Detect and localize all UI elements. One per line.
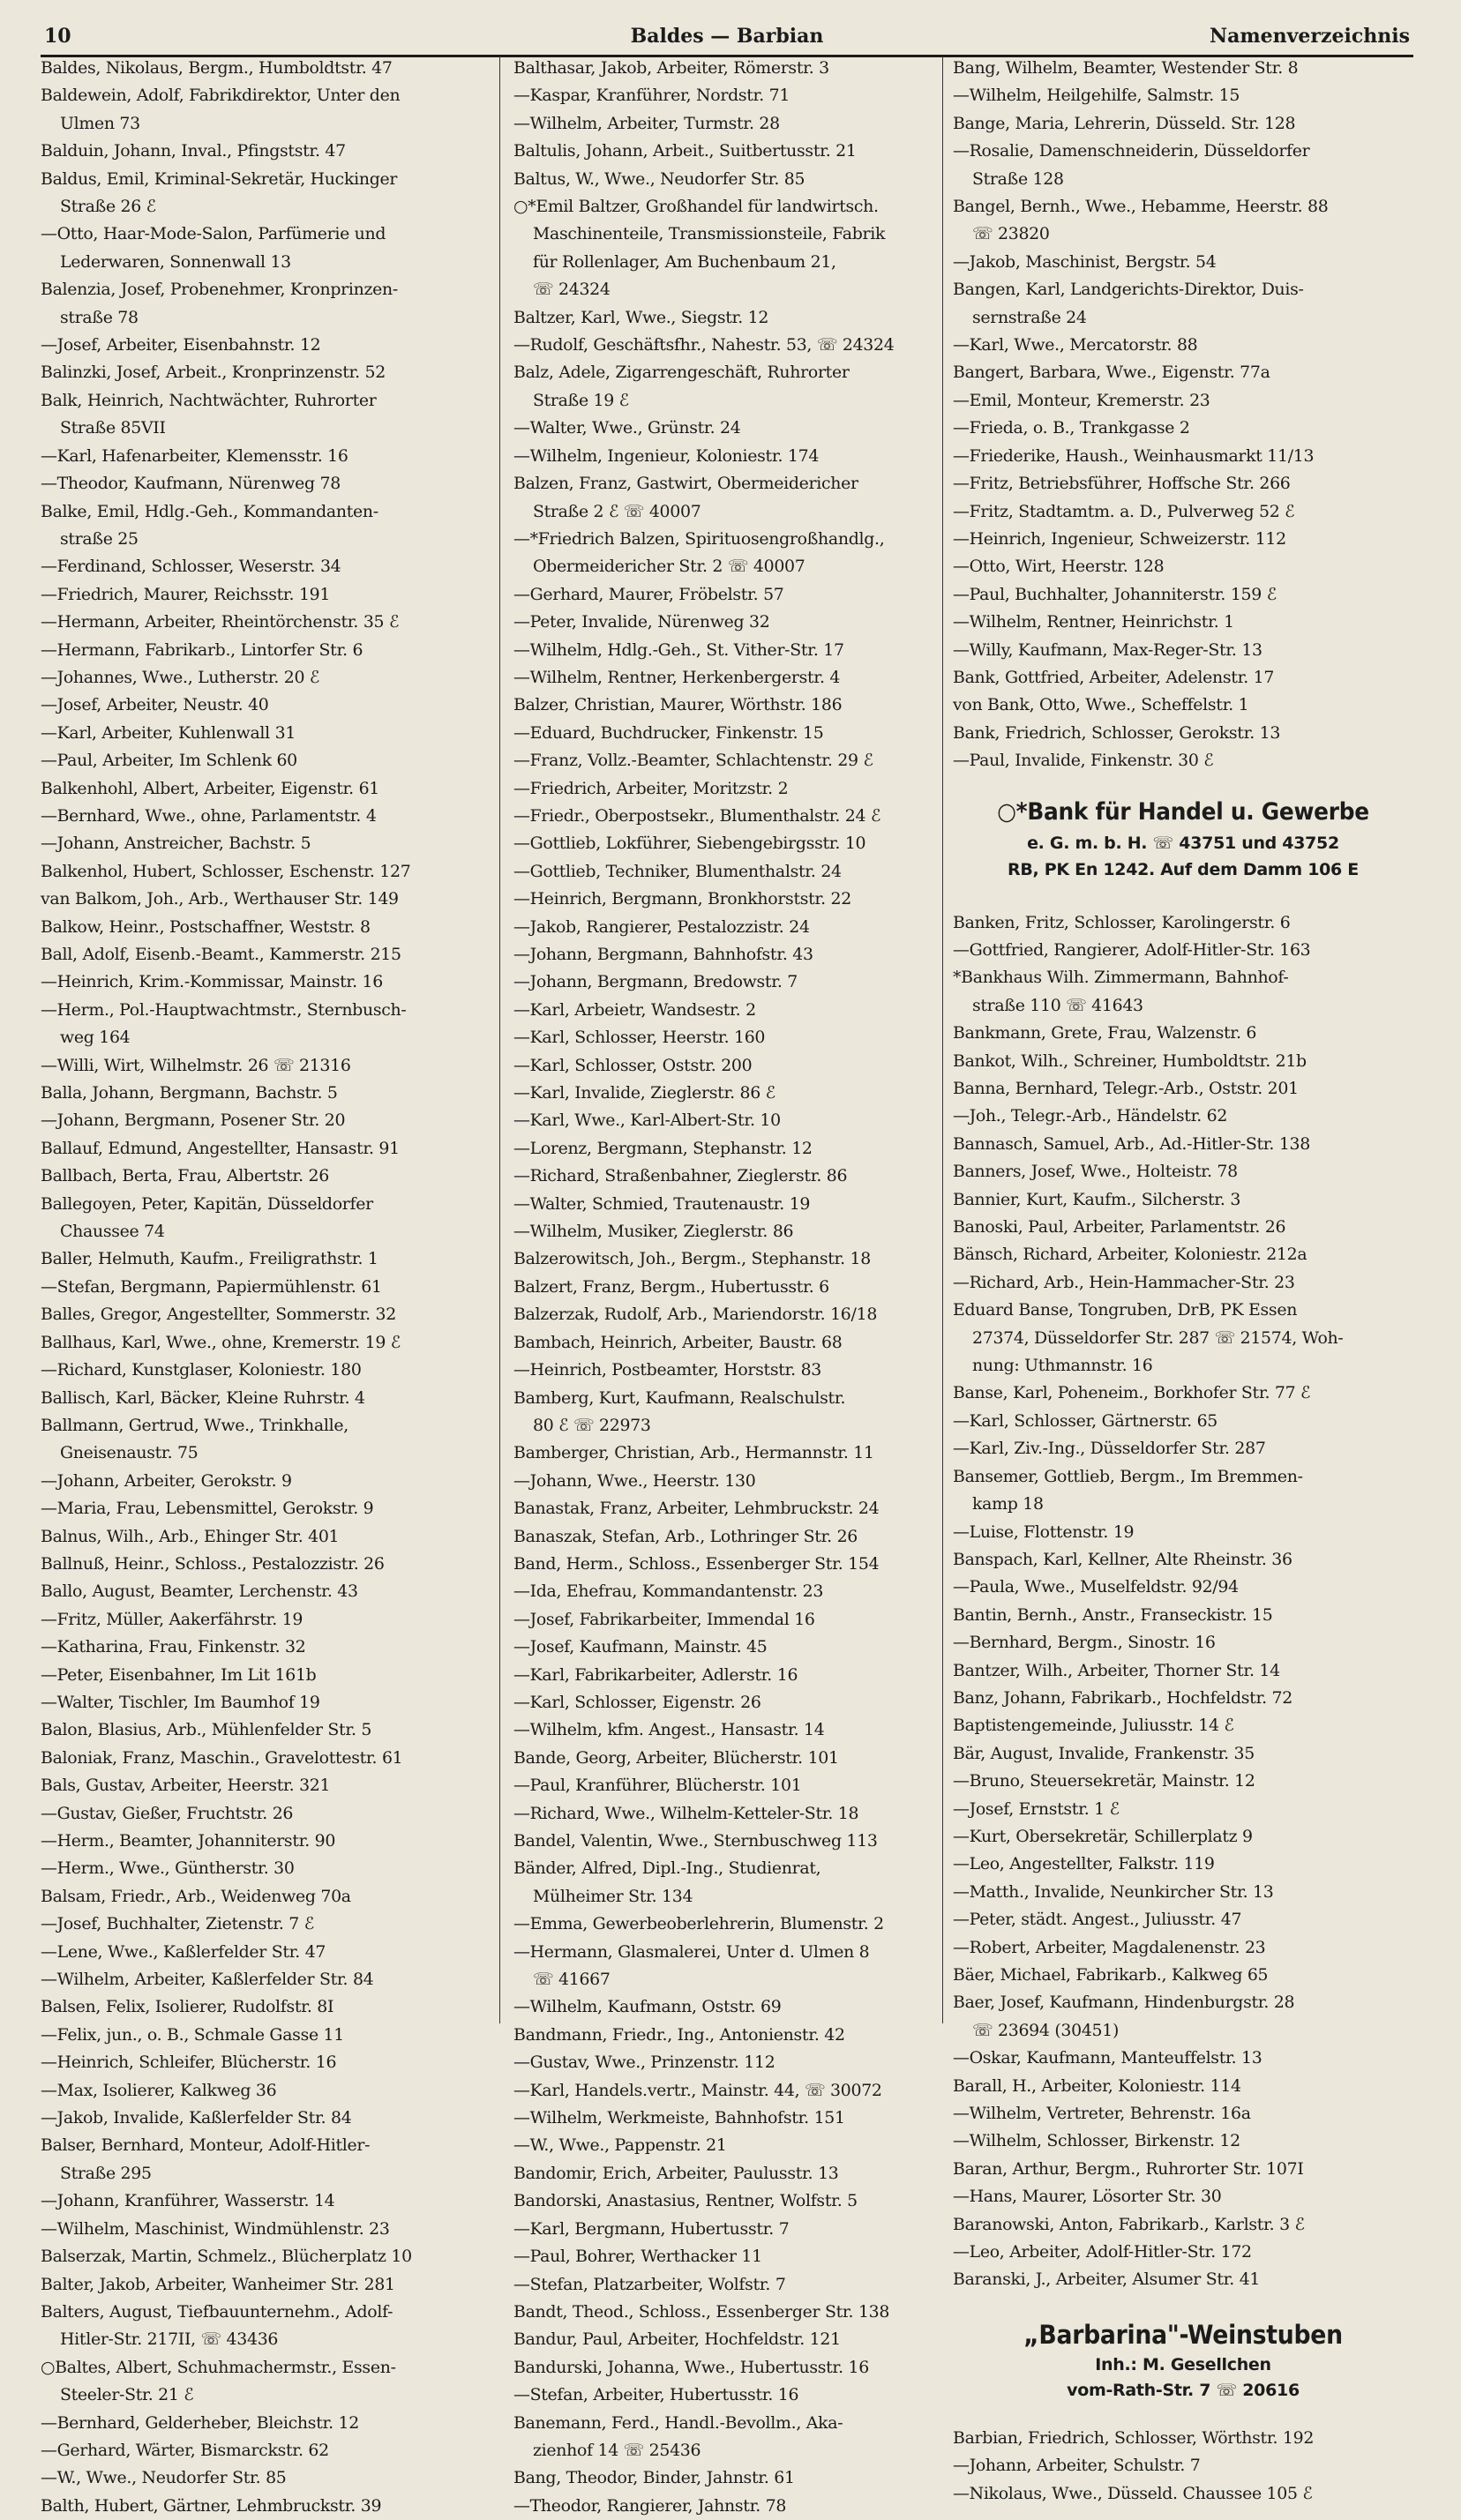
directory-entry-line: —Oskar, Kaufmann, Manteuffelstr. 13 — [953, 2048, 1262, 2068]
directory-entry-line: Baller, Helmuth, Kaufm., Freiligrathstr. 1 — [41, 1249, 378, 1269]
directory-entry-line: —Heinrich, Postbeamter, Horststr. 83 — [513, 1360, 822, 1380]
ad-line: RB, PK En 1242. Auf dem Damm 106 E — [1008, 859, 1359, 879]
directory-entry-line: Ballmann, Gertrud, Wwe., Trinkhalle, — [41, 1415, 348, 1435]
directory-entry-line: Ballo, August, Beamter, Lerchenstr. 43 — [41, 1582, 358, 1602]
directory-entry-line: ☏ 24324 — [533, 280, 611, 300]
directory-entry-line: Baer, Josef, Kaufmann, Hindenburgstr. 28 — [953, 1993, 1295, 2013]
column-3-entries-c — [953, 2425, 1413, 2508]
directory-entry-line: —Josef, Buchhalter, Zietenstr. 7 ℰ — [41, 1914, 314, 1934]
directory-entry-line: für Rollenlager, Am Buchenbaum 21, — [533, 251, 836, 272]
directory-entry-line: —Wilhelm, Maschinist, Windmühlenstr. 23 — [41, 2218, 390, 2239]
directory-entry-line: Ball, Adolf, Eisenb.-Beamt., Kammerstr. 215 — [41, 945, 401, 964]
directory-entry-line: —Gustav, Wwe., Prinzenstr. 112 — [513, 2053, 775, 2073]
directory-entry-line: —Hermann, Glasmalerei, Unter d. Ulmen 8 — [513, 1941, 870, 1962]
ad-line: vom-Rath-Str. 7 ☏ 20616 — [1067, 2380, 1300, 2400]
directory-entry-line: —Emil, Monteur, Kremerstr. 23 — [953, 390, 1210, 410]
directory-entry-line: Chaussee 74 — [60, 1222, 165, 1242]
directory-entry-line: Balkenhohl, Albert, Arbeiter, Eigenstr. 61 — [41, 778, 380, 798]
directory-entry-line: ☏ 41667 — [533, 1970, 611, 1990]
directory-entry-line: Ballnuß, Heinr., Schloss., Pestalozzistr. 26 — [41, 1553, 385, 1574]
directory-entry-line: Bäer, Michael, Fabrikarb., Kalkweg 65 — [953, 1965, 1269, 1985]
directory-entry-line: —Karl, Schlosser, Eigenstr. 26 — [513, 1692, 761, 1712]
directory-entry-line: —Johann, Kranführer, Wasserstr. 14 — [41, 2191, 335, 2211]
directory-entry-line: Bamberg, Kurt, Kaufmann, Realschulstr. — [513, 1387, 846, 1408]
directory-entry-line: —Felix, jun., o. B., Schmale Gasse 11 — [41, 2024, 344, 2045]
directory-entry-line: —Johann, Wwe., Heerstr. 130 — [513, 1470, 756, 1491]
directory-entry-line: weg 164 — [60, 1028, 131, 1048]
directory-entry-line: —Theodor, Rangierer, Jahnstr. 78 — [513, 2495, 787, 2516]
directory-entry-line: Bandmann, Friedr., Ing., Antonienstr. 42 — [513, 2024, 845, 2045]
directory-entry-line: zienhof 14 ☏ 25436 — [533, 2440, 701, 2460]
directory-entry-line: —Johann, Arbeiter, Schulstr. 7 — [953, 2456, 1201, 2476]
directory-entry-line: —Wilhelm, Arbeiter, Turmstr. 28 — [513, 113, 780, 133]
directory-entry-line: —Johannes, Wwe., Lutherstr. 20 ℰ — [41, 667, 320, 687]
directory-entry-line: —Maria, Frau, Lebensmittel, Gerokstr. 9 — [41, 1499, 374, 1519]
directory-entry-line: Balkow, Heinr., Postschaffner, Weststr. 8 — [41, 916, 371, 937]
directory-entry-line: —Otto, Wirt, Heerstr. 128 — [953, 557, 1165, 577]
directory-entry-line: —Nikolaus, Wwe., Düsseld. Chaussee 105 ℰ — [953, 2483, 1313, 2503]
directory-entry-line: Ballegoyen, Peter, Kapitän, Düsseldorfer — [41, 1193, 373, 1214]
directory-entry-line: —Otto, Haar-Mode-Salon, Parfümerie und — [41, 224, 386, 244]
directory-entry-line: —Bruno, Steuersekretär, Mainstr. 12 — [953, 1771, 1255, 1791]
directory-entry-line: Balzerzak, Rudolf, Arb., Mariendorstr. 16/18 — [513, 1305, 878, 1325]
directory-entry-line: —Richard, Wwe., Wilhelm-Ketteler-Str. 18 — [513, 1803, 859, 1823]
directory-entry-line: —Leo, Arbeiter, Adolf-Hitler-Str. 172 — [953, 2242, 1252, 2262]
directory-entry-line: Balsam, Friedr., Arb., Weidenweg 70a — [41, 1886, 351, 1906]
directory-entry-line: Baran, Arthur, Bergm., Ruhrorter Str. 107I — [953, 2158, 1304, 2179]
directory-entry-line: —Stefan, Arbeiter, Hubertusstr. 16 — [513, 2385, 799, 2405]
directory-entry-line: —Karl, Wwe., Karl-Albert-Str. 10 — [513, 1110, 781, 1131]
directory-entry-line: Bank, Friedrich, Schlosser, Gerokstr. 13 — [953, 722, 1281, 743]
directory-entry-line: Baltzer, Karl, Wwe., Siegstr. 12 — [513, 307, 769, 327]
directory-entry-line: Bansemer, Gottlieb, Bergm., Im Bremmen- — [953, 1466, 1303, 1486]
directory-entry-line: Balzen, Franz, Gastwirt, Obermeidericher — [513, 474, 858, 494]
directory-entry-line: —Wilhelm, Ingenieur, Koloniestr. 174 — [513, 445, 820, 466]
directory-entry-line: —Heinrich, Schleifer, Blücherstr. 16 — [41, 2053, 337, 2073]
directory-entry-line: —Max, Isolierer, Kalkweg 36 — [41, 2080, 277, 2100]
directory-entry-line: —Johann, Arbeiter, Gerokstr. 9 — [41, 1470, 292, 1491]
directory-entry-line: *Bankhaus Wilh. Zimmermann, Bahnhof- — [953, 968, 1289, 988]
directory-entry-line: Bals, Gustav, Arbeiter, Heerstr. 321 — [41, 1776, 331, 1796]
column-1 — [41, 55, 486, 2516]
directory-entry-line: —Karl, Arbeiter, Kuhlenwall 31 — [41, 722, 296, 743]
directory-entry-line: Ballauf, Edmund, Angestellter, Hansastr. 91 — [41, 1138, 400, 1158]
directory-entry-line: —Jakob, Rangierer, Pestalozzistr. 24 — [513, 916, 810, 937]
directory-entry-line: Balzerowitsch, Joh., Bergm., Stephanstr. 18 — [513, 1249, 871, 1269]
directory-entry-line: 80 ℰ ☏ 22973 — [533, 1415, 651, 1435]
directory-entry-line: —Karl, Schlosser, Heerstr. 160 — [513, 1028, 766, 1048]
directory-entry-line: Eduard Banse, Tongruben, DrB, PK Essen — [953, 1300, 1298, 1320]
page-number: 10 — [44, 25, 71, 48]
directory-entry-line: Baldewein, Adolf, Fabrikdirektor, Unter den — [41, 86, 401, 106]
directory-entry-line: Obermeidericher Str. 2 ☏ 40007 — [533, 557, 805, 577]
directory-entry-line: —Matth., Invalide, Neunkircher Str. 13 — [953, 1881, 1274, 1902]
directory-entry-line: —Ferdinand, Schlosser, Weserstr. 34 — [41, 557, 341, 577]
directory-entry-line: —Theodor, Kaufmann, Nürenweg 78 — [41, 474, 341, 494]
directory-entry-line: —Karl, Hafenarbeiter, Klemensstr. 16 — [41, 445, 348, 466]
directory-entry-line: Balla, Johann, Bergmann, Bachstr. 5 — [41, 1083, 338, 1103]
directory-entry-line: —Willy, Kaufmann, Max-Reger-Str. 13 — [953, 639, 1262, 660]
directory-entry-line: Balnus, Wilh., Arb., Ehinger Str. 401 — [41, 1526, 340, 1546]
directory-entry-line: —Lorenz, Bergmann, Stephanstr. 12 — [513, 1138, 813, 1158]
directory-entry-line: Balon, Blasius, Arb., Mühlenfelder Str. 5 — [41, 1720, 372, 1740]
column-3 — [953, 55, 1413, 2503]
directory-entry-line: —Gottlieb, Lokführer, Siebengebirgsstr. 10 — [513, 834, 866, 854]
section-title: Namenverzeichnis — [1210, 25, 1410, 48]
directory-entry-line: —Paul, Buchhalter, Johanniterstr. 159 ℰ — [953, 584, 1277, 604]
directory-entry-line: Ballhaus, Karl, Wwe., ohne, Kremerstr. 19 ℰ — [41, 1332, 401, 1352]
bank-advertisement — [953, 795, 1413, 883]
directory-entry-line: Banken, Fritz, Schlosser, Karolingerstr. 6 — [953, 912, 1291, 932]
directory-entry-line: Balth, Hubert, Gärtner, Lehmbruckstr. 39 — [41, 2495, 382, 2516]
directory-entry-line: Straße 85VII — [60, 418, 166, 438]
page-header — [41, 19, 1413, 57]
directory-entry-line: —Willi, Wirt, Wilhelmstr. 26 ☏ 21316 — [41, 1055, 351, 1075]
directory-entry-line: —Gottfried, Rangierer, Adolf-Hitler-Str. 163 — [953, 939, 1311, 960]
directory-entry-line: —W., Wwe., Neudorfer Str. 85 — [41, 2468, 287, 2488]
directory-entry-line: —Walter, Schmied, Trautenaustr. 19 — [513, 1193, 811, 1214]
directory-entry-line: —Fritz, Stadtamtm. a. D., Pulverweg 52 ℰ — [953, 501, 1295, 521]
directory-entry-line: Banners, Josef, Wwe., Holteistr. 78 — [953, 1162, 1238, 1182]
directory-entry-line: Banoski, Paul, Arbeiter, Parlamentstr. 26 — [953, 1217, 1286, 1238]
directory-entry-line: —Robert, Arbeiter, Magdalenenstr. 23 — [953, 1937, 1266, 1957]
directory-entry-line: —Bernhard, Bergm., Sinostr. 16 — [953, 1633, 1216, 1653]
directory-entry-line: —Lene, Wwe., Kaßlerfelder Str. 47 — [41, 1941, 326, 1962]
directory-entry-line: Bantin, Bernh., Anstr., Franseckistr. 15 — [953, 1604, 1273, 1625]
directory-entry-line: —Wilhelm, Rentner, Heinrichstr. 1 — [953, 612, 1234, 632]
directory-entry-line: straße 78 — [60, 307, 139, 327]
directory-entry-line: —Wilhelm, kfm. Angest., Hansastr. 14 — [513, 1720, 825, 1740]
directory-entry-line: Banemann, Ferd., Handl.-Bevollm., Aka- — [513, 2412, 843, 2433]
column-3-entries-a — [953, 55, 1413, 775]
ad-line: e. G. m. b. H. ☏ 43751 und 43752 — [1027, 833, 1339, 853]
directory-entry-line: —Rosalie, Damenschneiderin, Düsseldorfer — [953, 141, 1310, 161]
directory-entry-line: Bang, Theodor, Binder, Jahnstr. 61 — [513, 2468, 795, 2488]
directory-entry-line: Baptistengemeinde, Juliusstr. 14 ℰ — [953, 1716, 1234, 1736]
directory-entry-line: —Katharina, Frau, Finkenstr. 32 — [41, 1637, 306, 1657]
directory-entry-line: Bär, August, Invalide, Frankenstr. 35 — [953, 1743, 1255, 1763]
directory-entry-line: Lederwaren, Sonnenwall 13 — [60, 251, 291, 272]
directory-entry-line: —Herm., Wwe., Güntherstr. 30 — [41, 1858, 295, 1879]
directory-entry-line: —Karl, Wwe., Mercatorstr. 88 — [953, 335, 1198, 355]
directory-entry-line: —Fritz, Müller, Aakerfährstr. 19 — [41, 1609, 303, 1629]
directory-entry-line: Bangen, Karl, Landgerichts-Direktor, Duis- — [953, 280, 1304, 300]
directory-entry-line: —Peter, Eisenbahner, Im Lit 161b — [41, 1664, 317, 1685]
directory-entry-line: —Paula, Wwe., Muselfeldstr. 92/94 — [953, 1577, 1239, 1597]
directory-entry-line: —Bernhard, Gelderheber, Bleichstr. 12 — [41, 2412, 359, 2433]
directory-entry-line: nung: Uthmannstr. 16 — [972, 1356, 1153, 1376]
directory-entry-line: Bannier, Kurt, Kaufm., Silcherstr. 3 — [953, 1189, 1241, 1209]
directory-entry-line: —Heinrich, Krim.-Kommissar, Mainstr. 16 — [41, 972, 383, 992]
directory-entry-line: —*Friedrich Balzen, Spirituosengroßhandlg., — [513, 528, 885, 549]
directory-entry-line: —Gottlieb, Techniker, Blumenthalstr. 24 — [513, 861, 842, 881]
directory-entry-line: Balthasar, Jakob, Arbeiter, Römerstr. 3 — [513, 58, 829, 78]
directory-entry-line: Balters, August, Tiefbauunternehm., Adolf- — [41, 2301, 393, 2322]
directory-entry-line: Band, Herm., Schloss., Essenberger Str. 154 — [513, 1553, 880, 1574]
directory-entry-line: —Johann, Bergmann, Bahnhofstr. 43 — [513, 945, 813, 964]
directory-entry-line: —Josef, Arbeiter, Eisenbahnstr. 12 — [41, 335, 321, 355]
directory-entry-line: ○Baltes, Albert, Schuhmachermstr., Essen- — [41, 2357, 396, 2377]
directory-entry-line: Balser, Bernhard, Monteur, Adolf-Hitler- — [41, 2135, 371, 2156]
directory-entry-line: Straße 295 — [60, 2163, 152, 2183]
directory-entry-line: Ballisch, Karl, Bäcker, Kleine Ruhrstr. 4 — [41, 1387, 365, 1408]
directory-entry-line: ☏ 23820 — [972, 224, 1050, 244]
directory-entry-line: Balter, Jakob, Arbeiter, Wanheimer Str. 281 — [41, 2274, 395, 2294]
directory-entry-line: —Richard, Kunstglaser, Koloniestr. 180 — [41, 1360, 362, 1380]
directory-entry-line: —Paul, Arbeiter, Im Schlenk 60 — [41, 751, 297, 771]
directory-entry-line: Bandomir, Erich, Arbeiter, Paulusstr. 13 — [513, 2163, 839, 2183]
directory-entry-line: —Rudolf, Geschäftsfhr., Nahestr. 53, ☏ 24324 — [513, 335, 895, 355]
directory-entry-line: straße 25 — [60, 528, 139, 549]
directory-entry-line: Steeler-Str. 21 ℰ — [60, 2385, 194, 2405]
directory-entry-line: Banz, Johann, Fabrikarb., Hochfeldstr. 72 — [953, 1687, 1292, 1708]
directory-entry-line: Bandurski, Johanna, Wwe., Hubertusstr. 16 — [513, 2357, 869, 2377]
directory-entry-line: Baltulis, Johann, Arbeit., Suitbertusstr. 21 — [513, 141, 857, 161]
directory-entry-line: Straße 26 ℰ — [60, 197, 156, 217]
directory-entry-line: —W., Wwe., Pappenstr. 21 — [513, 2135, 727, 2156]
directory-entry-line: Straße 19 ℰ — [533, 390, 629, 410]
directory-entry-line: —Heinrich, Ingenieur, Schweizerstr. 112 — [953, 528, 1286, 549]
directory-entry-line: 27374, Düsseldorfer Str. 287 ☏ 21574, Woh- — [972, 1327, 1344, 1348]
directory-entry-line: —Jakob, Maschinist, Bergstr. 54 — [953, 251, 1217, 272]
directory-entry-line: Baranowski, Anton, Fabrikarb., Karlstr. 3 ℰ — [953, 2214, 1305, 2234]
directory-entry-line: ☏ 23694 (30451) — [972, 2020, 1120, 2040]
directory-entry-line: Bank, Gottfried, Arbeiter, Adelenstr. 17 — [953, 667, 1275, 687]
directory-entry-line: Banaszak, Stefan, Arb., Lothringer Str. 26 — [513, 1526, 858, 1546]
directory-entry-line: —Wilhelm, Musiker, Zieglerstr. 86 — [513, 1222, 794, 1242]
directory-entry-line: Balzer, Christian, Maurer, Wörthstr. 186 — [513, 695, 843, 715]
directory-entry-line: Baltus, W., Wwe., Neudorfer Str. 85 — [513, 168, 805, 189]
directory-entry-line: Bannasch, Samuel, Arb., Ad.-Hitler-Str. 138 — [953, 1133, 1310, 1154]
column-divider — [499, 56, 500, 2023]
directory-entry-line: —Wilhelm, Arbeiter, Kaßlerfelder Str. 84 — [41, 1970, 374, 1990]
directory-entry-line: Ballbach, Berta, Frau, Albertstr. 26 — [41, 1166, 329, 1186]
directory-entry-line: —Josef, Arbeiter, Neustr. 40 — [41, 695, 269, 715]
directory-entry-line: Bambach, Heinrich, Arbeiter, Baustr. 68 — [513, 1332, 843, 1352]
directory-entry-line: —Wilhelm, Kaufmann, Oststr. 69 — [513, 1997, 782, 2017]
directory-entry-line: kamp 18 — [972, 1494, 1044, 1514]
directory-entry-line: —Wilhelm, Rentner, Herkenbergerstr. 4 — [513, 667, 841, 687]
directory-entry-line: —Paul, Kranführer, Blücherstr. 101 — [513, 1776, 802, 1796]
directory-entry-line: —Johann, Bergmann, Posener Str. 20 — [41, 1110, 346, 1131]
directory-entry-line: —Josef, Ernststr. 1 ℰ — [953, 1798, 1120, 1819]
directory-entry-line: ○*Emil Baltzer, Großhandel für landwirtsch. — [513, 197, 879, 217]
directory-entry-line: Baloniak, Franz, Maschin., Gravelottestr. 61 — [41, 1747, 403, 1768]
directory-entry-line: Bange, Maria, Lehrerin, Düsseld. Str. 128 — [953, 113, 1296, 133]
directory-entry-line: sernstraße 24 — [972, 307, 1087, 327]
ad-title: „Barbarina"-Weinstuben — [1023, 2319, 1343, 2350]
column-2 — [513, 55, 953, 2516]
directory-entry-line: —Emma, Gewerbeoberlehrerin, Blumenstr. 2 — [513, 1914, 884, 1934]
directory-entry-line: Bande, Georg, Arbeiter, Blücherstr. 101 — [513, 1747, 839, 1768]
directory-entry-line: —Joh., Telegr.-Arb., Händelstr. 62 — [953, 1106, 1228, 1126]
directory-entry-line: —Leo, Angestellter, Falkstr. 119 — [953, 1854, 1215, 1874]
directory-entry-line: Straße 128 — [972, 168, 1064, 189]
directory-entry-line: —Gustav, Gießer, Fruchtstr. 26 — [41, 1803, 294, 1823]
directory-entry-line: —Richard, Arb., Hein-Hammacher-Str. 23 — [953, 1272, 1295, 1292]
directory-entry-line: —Jakob, Invalide, Kaßlerfelder Str. 84 — [41, 2108, 352, 2128]
directory-entry-line: Balke, Emil, Hdlg.-Geh., Kommandanten- — [41, 501, 378, 521]
directory-entry-line: Bandur, Paul, Arbeiter, Hochfeldstr. 121 — [513, 2329, 841, 2350]
ad-title: ○*Bank für Handel u. Gewerbe — [997, 797, 1369, 826]
directory-entry-line: —Herm., Beamter, Johanniterstr. 90 — [41, 1831, 336, 1851]
directory-entry-line: —Johann, Bergmann, Bredowstr. 7 — [513, 972, 798, 992]
directory-entry-line: —Gerhard, Maurer, Fröbelstr. 57 — [513, 584, 784, 604]
directory-entry-line: Bankmann, Grete, Frau, Walzenstr. 6 — [953, 1023, 1257, 1043]
directory-entry-line: —Peter, Invalide, Nürenweg 32 — [513, 612, 770, 632]
directory-entry-line: —Friedr., Oberpostsekr., Blumenthalstr. 24 ℰ — [513, 805, 881, 826]
directory-entry-line: Baranski, J., Arbeiter, Alsumer Str. 41 — [953, 2269, 1261, 2290]
directory-entry-line: —Ida, Ehefrau, Kommandantenstr. 23 — [513, 1582, 824, 1602]
directory-entry-line: —Luise, Flottenstr. 19 — [953, 1522, 1135, 1542]
directory-entry-line: —Paul, Invalide, Finkenstr. 30 ℰ — [953, 751, 1214, 771]
column-3-entries-b — [953, 909, 1413, 2294]
directory-entry-line: —Paul, Bohrer, Werthacker 11 — [513, 2247, 762, 2267]
directory-entry-line: —Friederike, Haush., Weinhausmarkt 11/13 — [953, 445, 1315, 466]
directory-entry-line: —Wilhelm, Hdlg.-Geh., St. Vither-Str. 17 — [513, 639, 844, 660]
directory-entry-line: —Karl, Bergmann, Hubertusstr. 7 — [513, 2218, 790, 2239]
ad-line: Inh.: M. Gesellchen — [1095, 2354, 1271, 2374]
directory-entry-line: —Josef, Fabrikarbeiter, Immendal 16 — [513, 1609, 815, 1629]
directory-entry-line: —Kaspar, Kranführer, Nordstr. 71 — [513, 86, 790, 106]
directory-entry-line: —Kurt, Obersekretär, Schillerplatz 9 — [953, 1826, 1253, 1846]
directory-entry-line: —Josef, Kaufmann, Mainstr. 45 — [513, 1637, 768, 1657]
directory-entry-line: Baldes, Nikolaus, Bergm., Humboldtstr. 47 — [41, 58, 393, 78]
directory-entry-line: —Johann, Anstreicher, Bachstr. 5 — [41, 834, 311, 854]
directory-entry-line: Bandt, Theod., Schloss., Essenberger Str. 138 — [513, 2301, 890, 2322]
directory-entry-line: —Walter, Wwe., Grünstr. 24 — [513, 418, 741, 438]
directory-entry-line: —Wilhelm, Heilgehilfe, Salmstr. 15 — [953, 86, 1240, 106]
directory-entry-line: —Franz, Vollz.-Beamter, Schlachtenstr. 29 ℰ — [513, 751, 873, 771]
directory-entry-line: Bandel, Valentin, Wwe., Sternbuschweg 113 — [513, 1831, 878, 1851]
directory-entry-line: Balserzak, Martin, Schmelz., Blücherplatz 10 — [41, 2247, 412, 2267]
directory-entry-line: von Bank, Otto, Wwe., Scheffelstr. 1 — [953, 695, 1249, 715]
directory-entry-line: —Stefan, Bergmann, Papiermühlenstr. 61 — [41, 1276, 382, 1297]
directory-entry-line: —Walter, Tischler, Im Baumhof 19 — [41, 1692, 320, 1712]
directory-entry-line: Gneisenaustr. 75 — [60, 1443, 199, 1463]
directory-entry-line: Barbian, Friedrich, Schlosser, Wörthstr. 192 — [953, 2427, 1315, 2448]
directory-entry-line: Bantzer, Wilh., Arbeiter, Thorner Str. 14 — [953, 1660, 1280, 1680]
running-title: Baldes — Barbian — [630, 25, 824, 48]
directory-entry-line: —Karl, Invalide, Zieglerstr. 86 ℰ — [513, 1083, 775, 1103]
directory-entry-line: Bangel, Bernh., Wwe., Hebamme, Heerstr. 88 — [953, 197, 1329, 217]
directory-entry-line: —Stefan, Platzarbeiter, Wolfstr. 7 — [513, 2274, 786, 2294]
directory-entry-line: Bänsch, Richard, Arbeiter, Koloniestr. 212a — [953, 1245, 1307, 1265]
directory-entry-line: Balenzia, Josef, Probenehmer, Kronprinzen- — [41, 280, 398, 300]
directory-entry-line: Baldus, Emil, Kriminal-Sekretär, Huckinger — [41, 168, 398, 189]
directory-entry-line: —Richard, Straßenbahner, Zieglerstr. 86 — [513, 1166, 848, 1186]
directory-entry-line: Balsen, Felix, Isolierer, Rudolfstr. 8I — [41, 1997, 334, 2017]
directory-entry-line: —Friedrich, Arbeiter, Moritzstr. 2 — [513, 778, 789, 798]
directory-entry-line: Banastak, Franz, Arbeiter, Lehmbruckstr. 24 — [513, 1499, 880, 1519]
directory-entry-line: Balk, Heinrich, Nachtwächter, Ruhrorter — [41, 390, 377, 410]
directory-entry-line: Banna, Bernhard, Telegr.-Arb., Oststr. 201 — [953, 1079, 1299, 1098]
directory-entry-line: —Karl, Ziv.-Ing., Düsseldorfer Str. 287 — [953, 1439, 1266, 1459]
directory-entry-line: Balkenhol, Hubert, Schlosser, Eschenstr. 127 — [41, 861, 411, 881]
directory-entry-line: —Hermann, Arbeiter, Rheintörchenstr. 35 ℰ — [41, 612, 400, 632]
directory-entry-line: Balz, Adele, Zigarrengeschäft, Ruhrorter — [513, 363, 850, 383]
directory-entry-line: —Karl, Schlosser, Gärtnerstr. 65 — [953, 1410, 1218, 1431]
directory-entry-line: Barall, H., Arbeiter, Koloniestr. 114 — [953, 2075, 1241, 2096]
directory-entry-line: —Heinrich, Bergmann, Bronkhorststr. 22 — [513, 889, 851, 909]
directory-entry-line: —Fritz, Betriebsführer, Hoffsche Str. 266 — [953, 474, 1291, 494]
directory-entry-line: —Hans, Maurer, Lösorter Str. 30 — [953, 2187, 1222, 2207]
directory-entry-line: van Balkom, Joh., Arb., Werthauser Str. 149 — [41, 889, 399, 909]
directory-entry-line: Hitler-Str. 217II, ☏ 43436 — [60, 2329, 279, 2350]
directory-entry-line: Balles, Gregor, Angestellter, Sommerstr. 32 — [41, 1305, 396, 1325]
directory-entry-line: Banspach, Karl, Kellner, Alte Rheinstr. 36 — [953, 1549, 1292, 1569]
directory-entry-line: Bang, Wilhelm, Beamter, Westender Str. 8 — [953, 58, 1299, 78]
directory-entry-line: —Wilhelm, Werkmeiste, Bahnhofstr. 151 — [513, 2108, 845, 2128]
directory-entry-line: —Gerhard, Wärter, Bismarckstr. 62 — [41, 2440, 329, 2460]
directory-entry-line: —Wilhelm, Schlosser, Birkenstr. 12 — [953, 2131, 1240, 2151]
directory-entry-line: Straße 2 ℰ ☏ 40007 — [533, 501, 701, 521]
directory-entry-line: Maschinenteile, Transmissionsteile, Fabrik — [533, 224, 886, 244]
directory-entry-line: —Karl, Schlosser, Oststr. 200 — [513, 1055, 753, 1075]
directory-entry-line: —Bernhard, Wwe., ohne, Parlamentstr. 4 — [41, 805, 377, 826]
directory-entry-line: —Eduard, Buchdrucker, Finkenstr. 15 — [513, 722, 824, 743]
directory-entry-line: —Peter, städt. Angest., Juliusstr. 47 — [953, 1910, 1242, 1930]
directory-entry-line: —Karl, Arbeietr, Wandsestr. 2 — [513, 999, 756, 1020]
directory-entry-line: Banse, Karl, Poheneim., Borkhofer Str. 77 ℰ — [953, 1383, 1311, 1403]
directory-entry-line: Bandorski, Anastasius, Rentner, Wolfstr. 5 — [513, 2191, 858, 2211]
directory-entry-line: —Hermann, Fabrikarb., Lintorfer Str. 6 — [41, 639, 363, 660]
directory-entry-line: —Karl, Fabrikarbeiter, Adlerstr. 16 — [513, 1664, 798, 1685]
directory-entry-line: straße 110 ☏ 41643 — [972, 995, 1143, 1015]
directory-entry-line: Balzert, Franz, Bergm., Hubertusstr. 6 — [513, 1276, 829, 1297]
directory-entry-line: Balduin, Johann, Inval., Pfingststr. 47 — [41, 141, 346, 161]
directory-entry-line: Balinzki, Josef, Arbeit., Kronprinzenstr. 52 — [41, 363, 386, 383]
directory-entry-line: —Herm., Pol.-Hauptwachtmstr., Sternbusch- — [41, 999, 407, 1020]
directory-entry-line: Ulmen 73 — [60, 113, 140, 133]
directory-entry-line: —Wilhelm, Vertreter, Behrenstr. 16a — [953, 2104, 1251, 2124]
directory-entry-line: Bamberger, Christian, Arb., Hermannstr. 11 — [513, 1443, 874, 1463]
directory-entry-line: Bankot, Wilh., Schreiner, Humboldtstr. 21b — [953, 1051, 1307, 1071]
directory-entry-line: Bänder, Alfred, Dipl.-Ing., Studienrat, — [513, 1858, 821, 1879]
directory-entry-line: —Karl, Handels.vertr., Mainstr. 44, ☏ 30072 — [513, 2080, 882, 2100]
directory-entry-line: —Friedrich, Maurer, Reichsstr. 191 — [41, 584, 331, 604]
directory-entry-line: —Frieda, o. B., Trankgasse 2 — [953, 418, 1190, 438]
directory-entry-line: Mülheimer Str. 134 — [533, 1886, 693, 1906]
weinstuben-advertisement — [953, 2317, 1413, 2404]
directory-entry-line: Bangert, Barbara, Wwe., Eigenstr. 77a — [953, 363, 1270, 383]
